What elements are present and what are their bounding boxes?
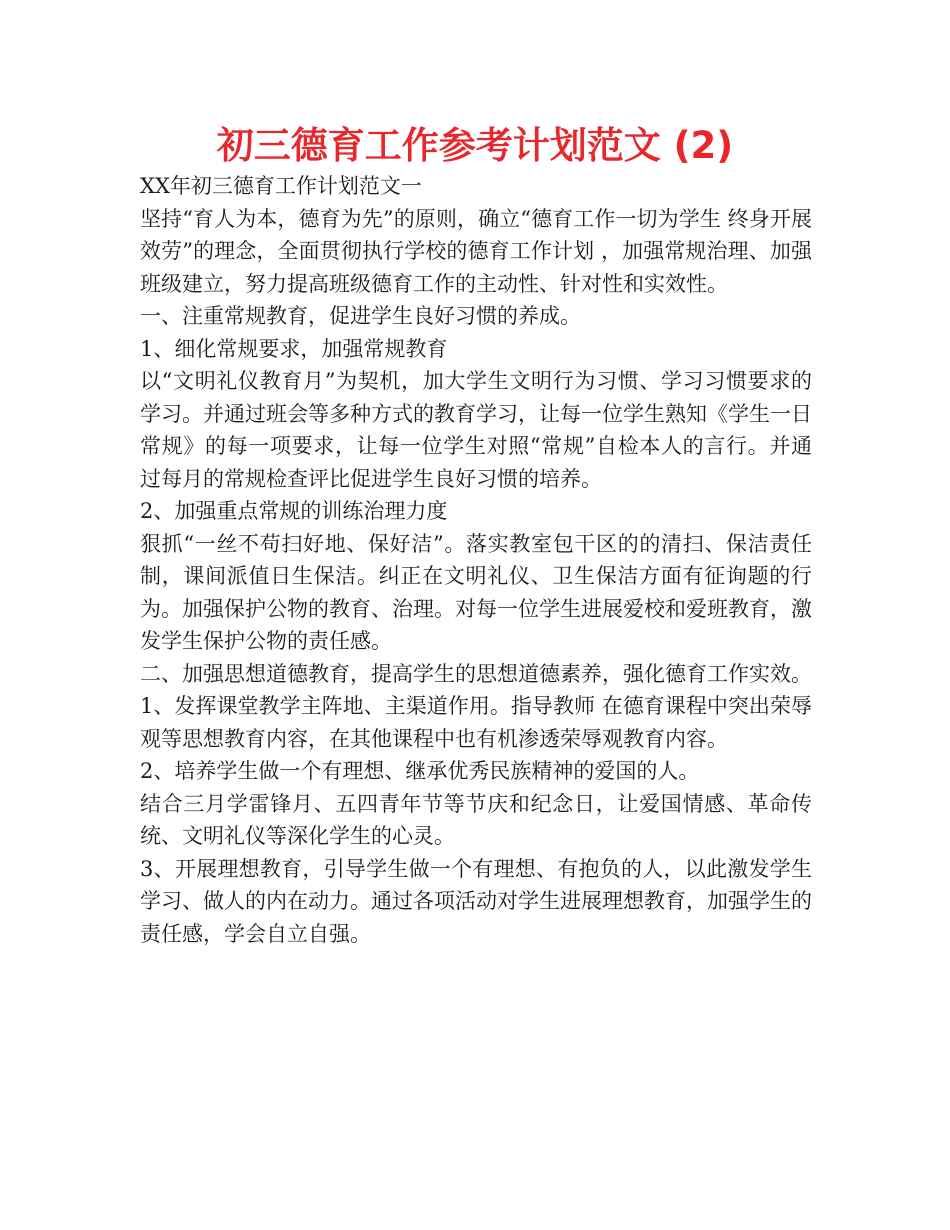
paragraph: 坚持“育人为本，德育为先”的原则，确立“德育工作一切为学生 终身开展效劳”的理念，全面贯彻执行学校的德育工作计划 ，加强常规治理、加强班级建立，努力提高班级德育工作的主动性、针对性和实效性。 [140, 206, 812, 296]
paragraph: 结合三月学雷锋月、五四青年节等节庆和纪念日，让爱国情感、革命传统、文明礼仪等深化学生的心灵。 [140, 791, 812, 848]
subsection-heading: 2、加强重点常规的训练治理力度 [140, 499, 448, 523]
document-body [140, 170, 812, 950]
document-title: 初三德育工作参考计划范文 (2) [216, 124, 734, 167]
paragraph: 以“文明礼仪教育月”为契机，加大学生文明行为习惯、学习习惯要求的学习。并通过班会等多种方式的教育学习，让每一位学生熟知《学生一日常规》的每一项要求，让每一位学生对照“常规”自检本人的言行。并通过每月的常规检查评比促进学生良好习惯的培养。 [140, 369, 812, 491]
paragraph-heading: XX年初三德育工作计划范文一 [140, 174, 422, 198]
section-heading: 二、加强思想道德教育，提高学生的思想道德素养，强化德育工作实效。 [140, 661, 812, 686]
subsection-heading: 2、培养学生做一个有理想、继承优秀民族精神的爱国的人。 [140, 759, 700, 783]
subsection-heading: 1、细化常规要求，加强常规教育 [140, 336, 448, 361]
paragraph: 1、发挥课堂教学主阵地、主渠道作用。指导教师 在德育课程中突出荣辱观等思想教育内容，在其他课程中也有机渗透荣辱观教育内容。 [140, 694, 812, 751]
section-heading: 一、注重常规教育，促进学生良好习惯的养成。 [140, 304, 581, 328]
paragraph: 3、开展理想教育，引导学生做一个有理想、有抱负的人，以此激发学生学习、做人的内在动力。通过各项活动对学生进展理想教育，加强学生的责任感，学会自立自强。 [140, 856, 812, 946]
paragraph: 狠抓“一丝不苟扫好地、保好洁”。落实教室包干区的的清扫、保洁责任制，课间派值日生保洁。纠正在文明礼仪、卫生保洁方面有征询题的行为。加强保护公物的教育、治理。对每一位学生进展爱校和爱班教育，激发学生保护公物的责任感。 [140, 531, 812, 653]
